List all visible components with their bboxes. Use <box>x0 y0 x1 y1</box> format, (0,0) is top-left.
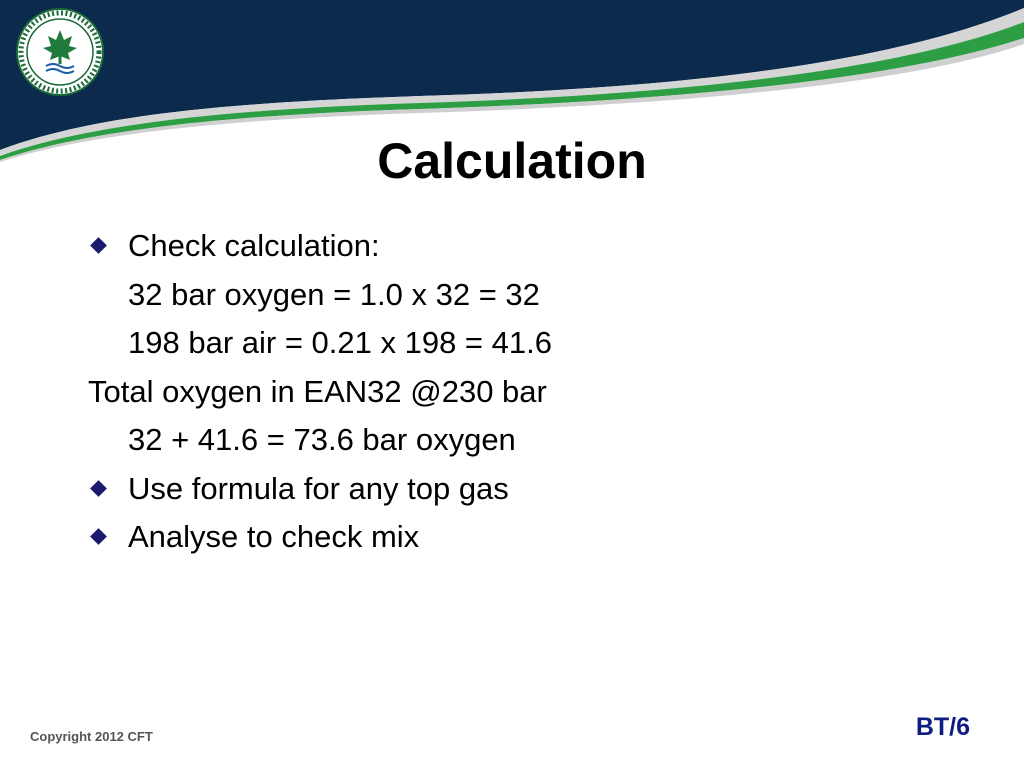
council-logo <box>16 8 104 96</box>
line-text: 32 bar oxygen = 1.0 x 32 = 32 <box>128 276 540 312</box>
line-text: Total oxygen in EAN32 @230 bar <box>88 373 547 409</box>
line-text: Use formula for any top gas <box>128 470 509 506</box>
line-text: Check calculation: <box>128 228 380 263</box>
diamond-bullet-icon <box>88 526 109 547</box>
line-text: 198 bar air = 0.21 x 198 = 41.6 <box>128 325 552 360</box>
copyright-text: Copyright 2012 CFT <box>30 729 153 744</box>
text-line <box>88 416 988 465</box>
bullet-item <box>88 465 988 514</box>
diamond-bullet-icon <box>88 478 109 499</box>
page-number: BT/6 <box>915 713 970 741</box>
slide-body <box>88 222 988 562</box>
text-line <box>88 368 988 417</box>
line-text: Analyse to check mix <box>128 519 420 554</box>
bullet-item <box>88 513 988 562</box>
text-line <box>88 319 988 368</box>
line-text: 32 + 41.6 = 73.6 bar oxygen <box>128 422 516 457</box>
text-line <box>88 271 988 320</box>
slide-title: Calculation <box>377 133 647 189</box>
bullet-item <box>88 222 988 271</box>
diamond-bullet-icon <box>88 235 109 256</box>
